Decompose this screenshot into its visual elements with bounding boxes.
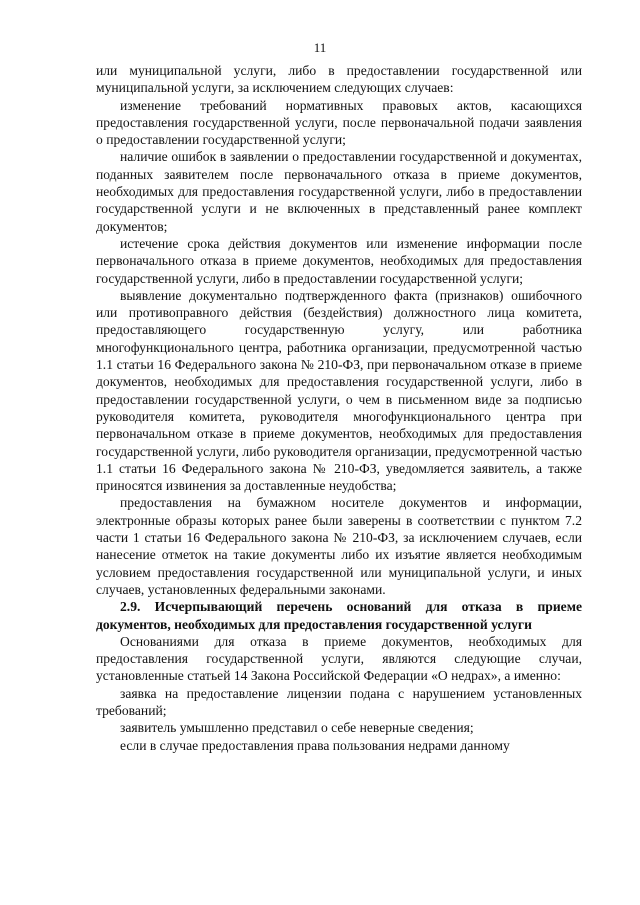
paragraph-erroneous-actions: выявление документально подтвержденного факта (признаков) ошибочного или противоправного действия (бездействия) должностного лица комитета, предоставляющего государственную услугу, или работника многофункционального центра, работника организации, предусмотренной частью 1.1 статьи 16 Федерального закона № 210-ФЗ, при первоначальном отказе в приеме документов, необходимых для предоставления государственной услуги, либо в предоставлении государственной услуги, о чем в письменном виде за подписью руководителя комитета, руководителя многофункционального центра при первоначальном отказе в приеме документов, необходимых для предоставления государственной услуги, либо руководителя организации, предусмотренной частью 1.1 статьи 16 Федерального закона № 210-ФЗ, уведомляется заявитель, а также приносятся извинения за доставленные неудобства;: [96, 287, 582, 494]
paragraph-requirements-change: изменение требований нормативных правовых актов, касающихся предоставления государственной услуги, после первоначальной подачи заявления о предоставлении государственной услуги;: [96, 97, 582, 148]
paragraph-refusal-grounds: Основаниями для отказа в приеме документов, необходимых для предоставления государственной услуги, являются следующие случаи, установленные статьей 14 Закона Российской Федерации «О недрах», а именно:: [96, 633, 582, 684]
paragraph-false-information: заявитель умышленно представил о себе неверные сведения;: [120, 720, 474, 736]
paragraph-documents-expiry: истечение срока действия документов или изменение информации после первоначального отказа в приеме документов, необходимых для предоставления государственной услуги, либо в предоставлении государственной услуги;: [96, 235, 582, 286]
paragraph-intro-continuation: или муниципальной услуги, либо в предоставлении государственной или муниципальной услуги, за исключением следующих случаев:: [96, 63, 582, 96]
paragraph-subsoil-use-right: если в случае предоставления права пользования недрами данному: [120, 737, 510, 753]
paragraph-application-errors: наличие ошибок в заявлении о предоставлении государственной и документах, поданных заявителем после первоначального отказа в приеме документов, необходимых для предоставления государственной услуги, либо в предоставлении государственной услуги и не включенных в представленный ранее комплект документов;: [96, 149, 582, 234]
paragraph-license-application-violation: заявка на предоставление лицензии подана с нарушением установленных требований;: [96, 685, 582, 718]
page-number: 11: [313, 40, 327, 55]
paragraph-paper-documents: предоставления на бумажном носителе документов и информации, электронные образы которых ранее были заверены в соответствии с пунктом 7.2 части 1 статьи 16 Федерального закона № 210-ФЗ, за исключением случаев, если нанесение отметок на такие документы либо их изъятие является необходимым условием предоставления государственной или муниципальной услуги, и иных случаев, установленных федеральными законами.: [96, 495, 582, 597]
section-heading-2-9: 2.9. Исчерпывающий перечень оснований для отказа в приеме документов, необходимых для предоставления государственной услуги: [96, 599, 582, 632]
document-body: [96, 62, 582, 754]
